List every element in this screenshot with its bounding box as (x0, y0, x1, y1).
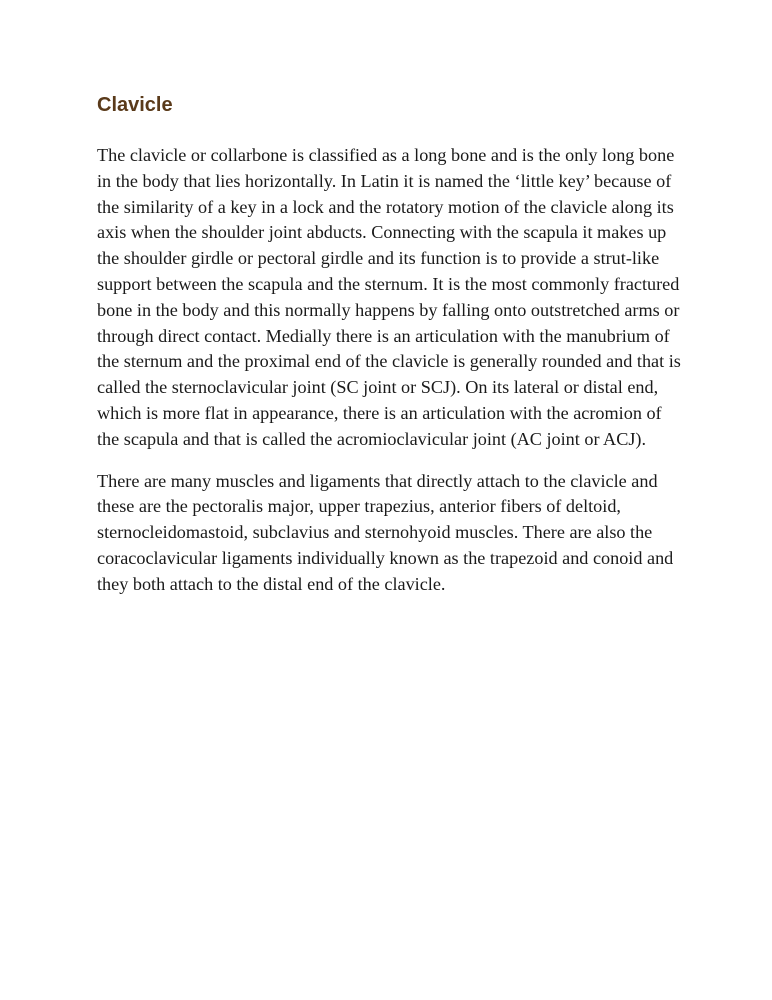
paragraph-clavicle-description: The clavicle or collarbone is classified as a long bone and is the only long bone in the body that lies horizontally. In Latin it is named the ‘little key’ because of the similarity of a key in a lock and the rotatory motion of the clavicle along its axis when the shoulder joint abducts. Connecting with the scapula it makes up the shoulder girdle or pectoral girdle and its function is to provide a strut-like support between the scapula and the sternum. It is the most commonly fractured bone in the body and this normally happens by falling onto outstretched arms or through direct contact. Medially there is an articulation with the manubrium of the sternum and the proximal end of the clavicle is generally rounded and that is called the sternoclavicular joint (SC joint or SCJ). On its lateral or distal end, which is more flat in appearance, there is an articulation with the acromion of the scapula and that is called the acromioclavicular joint (AC joint or ACJ). (97, 145, 681, 449)
section-heading: Clavicle (97, 94, 173, 116)
document-content (97, 91, 687, 614)
paragraph-muscles-ligaments: There are many muscles and ligaments that directly attach to the clavicle and these are the pectoralis major, upper trapezius, anterior fibers of deltoid, sternocleidomastoid, subclavius and sternohyoid muscles. There are also the coracoclavicular ligaments individually known as the trapezoid and conoid and they both attach to the distal end of the clavicle. (97, 470, 674, 594)
